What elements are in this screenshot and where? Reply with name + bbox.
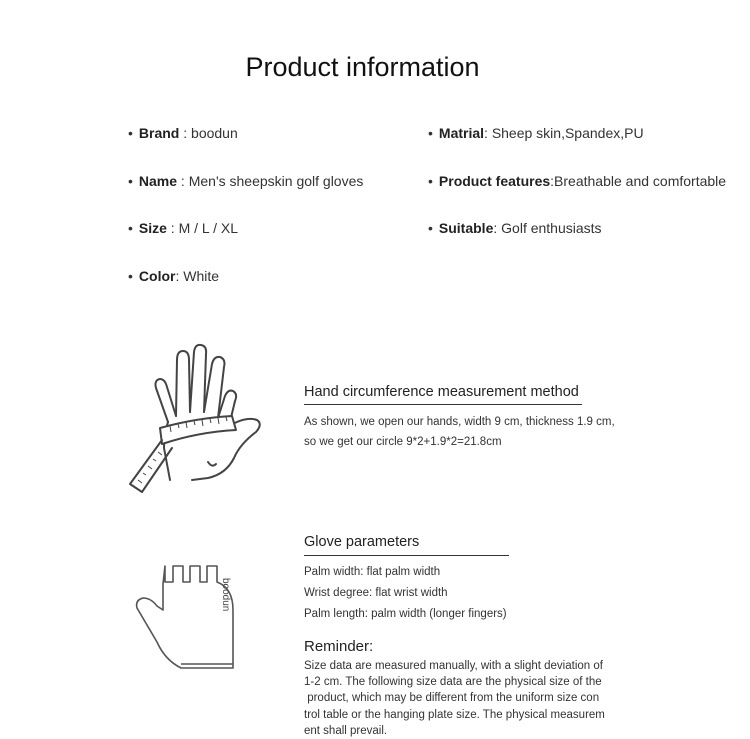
reminder-title: Reminder: [304, 638, 374, 655]
hand-measure-line-1: As shown, we open our hands, width 9 cm, thickness 1.9 cm, [304, 416, 615, 428]
page-title: Product information [245, 52, 480, 82]
spec-material: • Matrial: Sheep skin,Spandex,PU [428, 125, 644, 141]
spec-size: • Size : M / L / XL [128, 220, 238, 236]
reminder-body [304, 658, 624, 739]
glove-icon [135, 560, 245, 675]
reminder-line: product, which may be different from the uniform size con [304, 692, 600, 705]
glove-param-wrist-degree: Wrist degree: flat wrist width [304, 587, 448, 599]
hand-measure-icon [120, 340, 280, 500]
glove-params-heading: Glove parameters [304, 534, 420, 550]
reminder-line: trol table or the hanging plate size. The physical measurem [304, 708, 605, 721]
glove-brand-label: boodun [220, 578, 231, 612]
hand-measure-divider [304, 404, 582, 405]
glove-param-palm-length: Palm length: palm width (longer fingers) [304, 608, 507, 620]
glove-param-palm-width: Palm width: flat palm width [304, 566, 441, 578]
reminder-line: Size data are measured manually, with a slight deviation of [304, 660, 603, 672]
spec-name: • Name : Men's sheepskin golf gloves [128, 173, 364, 189]
spec-suitable: • Suitable: Golf enthusiasts [428, 220, 602, 236]
reminder-line: ent shall prevail. [304, 724, 388, 737]
reminder-line: 1-2 cm. The following size data are the physical size of the [304, 676, 602, 689]
spec-color: • Color: White [128, 268, 220, 284]
glove-params-divider [304, 555, 509, 556]
hand-measure-heading: Hand circumference measurement method [304, 384, 579, 400]
spec-brand: • Brand : boodun [128, 125, 238, 141]
hand-measure-line-2: so we get our circle 9*2+1.9*2=21.8cm [304, 436, 502, 448]
spec-features: • Product features:Breathable and comfortable [428, 173, 727, 189]
